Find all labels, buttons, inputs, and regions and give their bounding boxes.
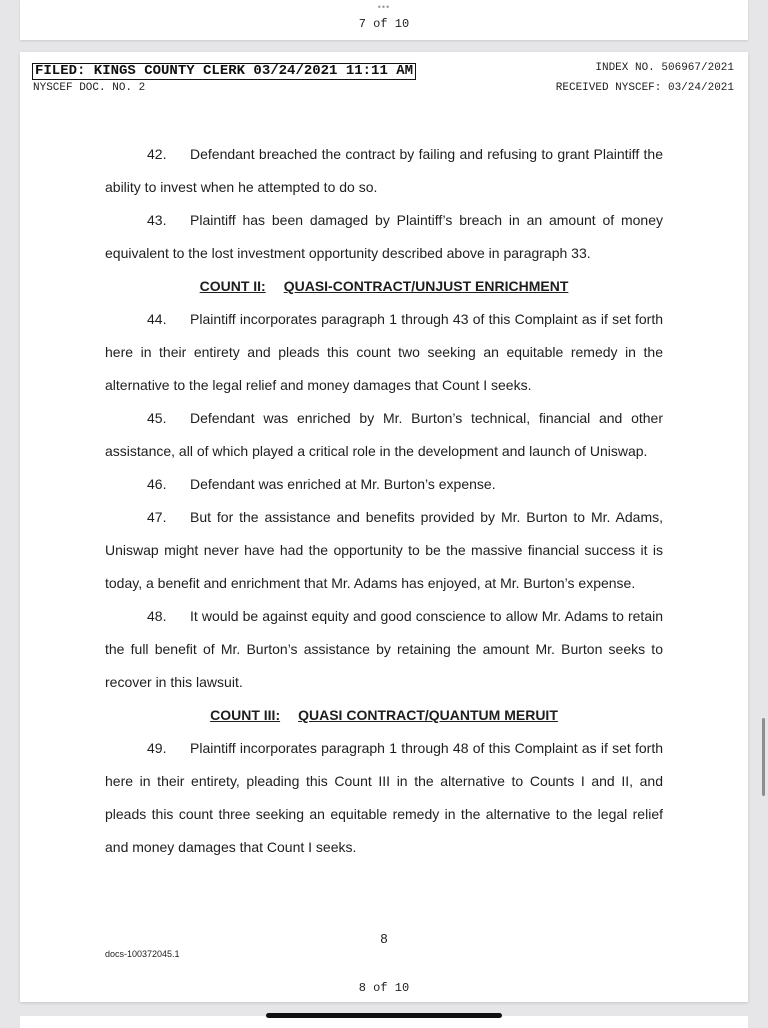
nyscef-doc-number: NYSCEF DOC. NO. 2: [33, 82, 146, 94]
count-heading: [105, 699, 663, 732]
paragraph: [105, 732, 663, 864]
paragraph-text: Plaintiff incorporates paragraph 1 through 48 of this Complaint as if set forth here in their entirety, pleading this Count III in the alternative to Counts I and II, and pleads this count three seeking an equitable remedy in the alternative to the legal relief and money damages that Count I seeks.: [105, 740, 663, 855]
paragraph: [105, 138, 663, 204]
page-number: 8: [380, 931, 388, 946]
document-page: [20, 52, 748, 1002]
paragraph-text: Plaintiff incorporates paragraph 1 through 43 of this Complaint as if set forth here in their entirety and pleads this count two seeking an equitable remedy in the alternative to the legal relief and money damages that Count I seeks.: [105, 311, 663, 393]
complaint-body: [105, 138, 663, 864]
previous-page-tail: [20, 0, 748, 40]
paragraph-number: 47.: [147, 509, 167, 525]
paragraph: [105, 468, 663, 501]
received-stamp: RECEIVED NYSCEF: 03/24/2021: [555, 82, 734, 94]
document-id: docs-100372045.1: [105, 949, 180, 959]
paragraph: [105, 204, 663, 270]
index-number: INDEX NO. 506967/2021: [595, 62, 734, 74]
count-heading: [105, 270, 663, 303]
paragraph-text: Defendant breached the contract by failing and refusing to grant Plaintiff the ability to invest when he attempted to do so.: [105, 146, 663, 195]
paragraph: [105, 501, 663, 600]
count-title: QUASI-CONTRACT/UNJUST ENRICHMENT: [283, 278, 569, 294]
paragraph-number: 49.: [147, 740, 167, 756]
paragraph-number: 46.: [147, 476, 167, 492]
paragraph-text: Plaintiff has been damaged by Plaintiff’s breach in an amount of money equivalent to the lost investment opportunity described above in paragraph 33.: [105, 212, 663, 261]
paragraph: [105, 600, 663, 699]
home-indicator[interactable]: [266, 1013, 502, 1018]
scrollbar[interactable]: [762, 718, 765, 796]
count-title: QUASI CONTRACT/QUANTUM MERUIT: [298, 707, 558, 723]
paragraph-number: 42.: [147, 146, 167, 162]
paragraph-text: It would be against equity and good conscience to allow Mr. Adams to retain the full benefit of Mr. Burton’s assistance by retaining the amount Mr. Burton seeks to recover in this lawsuit.: [105, 608, 663, 690]
paragraph-text: Defendant was enriched by Mr. Burton’s technical, financial and other assistance, all of which played a critical role in the development and launch of Uniswap.: [105, 410, 663, 459]
previous-page-counter: 7 of 10: [358, 17, 410, 31]
paragraph-number: 45.: [147, 410, 167, 426]
count-label: COUNT III:: [210, 707, 281, 723]
page-counter: 8 of 10: [358, 981, 410, 995]
paragraph: [105, 402, 663, 468]
paragraph: [105, 303, 663, 402]
paragraph-number: 44.: [147, 311, 167, 327]
paragraph-number: 48.: [147, 608, 167, 624]
count-label: COUNT II:: [199, 278, 266, 294]
paragraph-number: 43.: [147, 212, 167, 228]
paragraph-text: Defendant was enriched at Mr. Burton’s expense.: [190, 476, 496, 492]
paragraph-text: But for the assistance and benefits provided by Mr. Burton to Mr. Adams, Uniswap might never have had the opportunity to be the massive financial success it is today, a benefit and enrichment that Mr. Adams has enjoyed, at Mr. Burton’s expense.: [105, 509, 663, 591]
filed-stamp: FILED: KINGS COUNTY CLERK 03/24/2021 11:11 AM: [32, 63, 416, 80]
page-handle-dots-icon: •••: [377, 2, 391, 12]
